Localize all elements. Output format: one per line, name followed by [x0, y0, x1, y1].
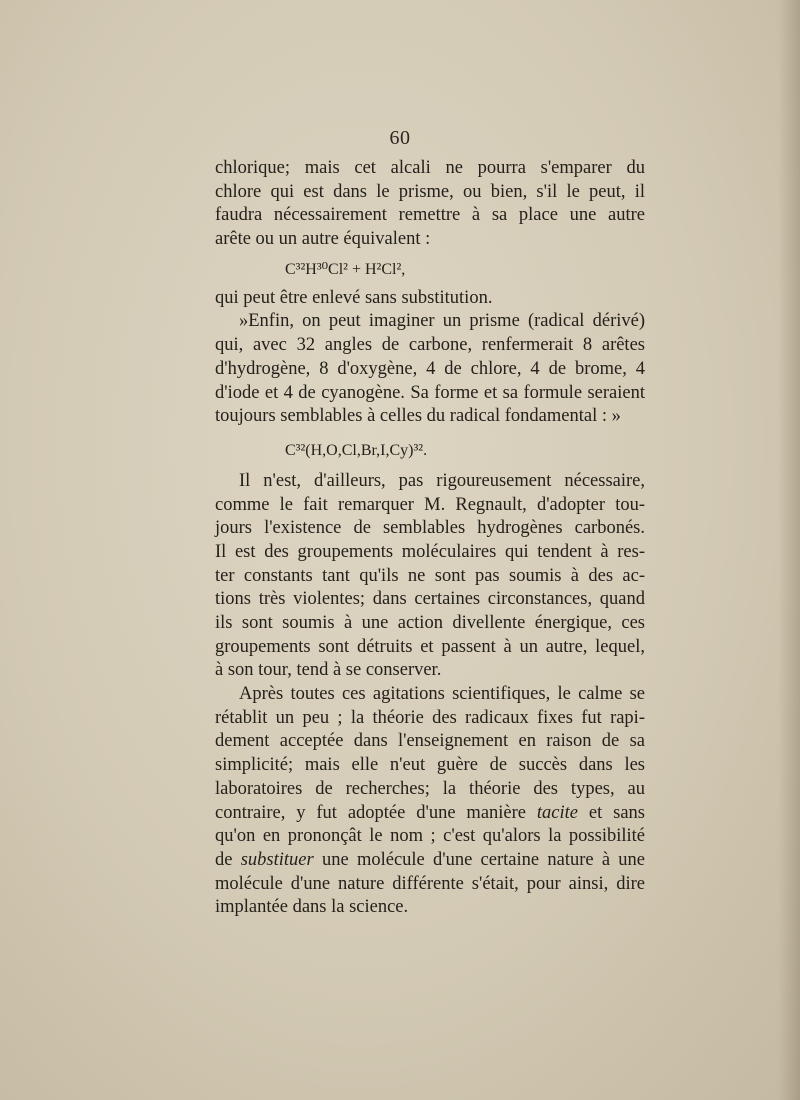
text-line: toujours semblables à celles du radical fondamental : » — [215, 406, 621, 427]
text-line: ils sont soumis à une action divellente énergique, ces — [215, 613, 645, 633]
text-line: rétablit un peu ; la théorie des radicaux fixes fut rapi- — [215, 707, 645, 728]
text-line: d'hydrogène, 8 d'oxygène, 4 de chlore, 4 de brome, 4 — [215, 358, 645, 379]
page-number: 60 — [389, 127, 411, 149]
chemical-formula: C³²H³⁰Cl² + H²Cl², — [285, 260, 406, 278]
text-line: Après toutes ces agitations scientifiques, le calme se — [239, 684, 645, 705]
text-fragment: de — [215, 849, 233, 870]
text-line: comme le fait remarquer M. Regnault, d'adopter tou- — [215, 494, 645, 515]
text-line: jours l'existence de semblables hydrogènes carbonés. — [215, 518, 645, 539]
text-line: qui peut être enlevé sans substitution. — [215, 287, 493, 308]
text-line: Il n'est, d'ailleurs, pas rigoureusement nécessaire, — [239, 470, 645, 491]
text-fragment: et sans — [588, 802, 645, 823]
text-line: chlore qui est dans le prisme, ou bien, s'il le peut, il — [215, 181, 645, 202]
text-line — [215, 849, 645, 873]
text-line: »Enfin, on peut imaginer un prisme (radical dérivé) — [239, 311, 645, 332]
body-text — [215, 157, 645, 920]
text-line: arête ou un autre équivalent : — [215, 229, 431, 250]
text-line: implantée dans la science. — [215, 897, 409, 918]
italic-word: substituer — [240, 849, 314, 870]
text-line: chlorique; mais cet alcali ne pourra s'emparer du — [215, 158, 645, 178]
text-line: dement acceptée dans l'enseignement en raison de sa — [215, 731, 645, 752]
text-line: faudra nécessairement remettre à sa place une autre — [215, 205, 645, 226]
text-line: molécule d'une nature différente s'était, pour ainsi, dire — [215, 873, 645, 894]
text-line: d'iode et 4 de cyanogène. Sa forme et sa formule seraient — [215, 382, 645, 403]
text-fragment: une molécule d'une certaine nature à une — [321, 849, 646, 870]
chemical-formula: C³²(H,O,Cl,Br,I,Cy)³². — [285, 441, 428, 459]
text-line: qui, avec 32 angles de carbone, renfermerait 8 arêtes — [215, 335, 645, 356]
text-line: laboratoires de recherches; la théorie des types, au — [215, 778, 645, 799]
italic-word: tacite — [536, 802, 578, 823]
text-line: simplicité; mais elle n'eut guère de succès dans les — [215, 755, 645, 776]
text-line — [215, 802, 645, 826]
text-line: tions très violentes; dans certaines circonstances, quand — [215, 589, 645, 610]
text-line: Il est des groupements moléculaires qui tendent à res- — [215, 541, 645, 562]
text-line: groupements sont détruits et passent à un autre, lequel, — [215, 636, 645, 657]
text-line: qu'on en prononçât le nom ; c'est qu'alors la possibilité — [215, 826, 645, 847]
text-line: à son tour, tend à se conserver. — [215, 660, 442, 681]
page-edge-shadow — [778, 0, 800, 1100]
text-line: ter constants tant qu'ils ne sont pas soumis à des ac- — [215, 565, 645, 586]
text-fragment: contraire, y fut adoptée d'une manière — [215, 802, 527, 823]
